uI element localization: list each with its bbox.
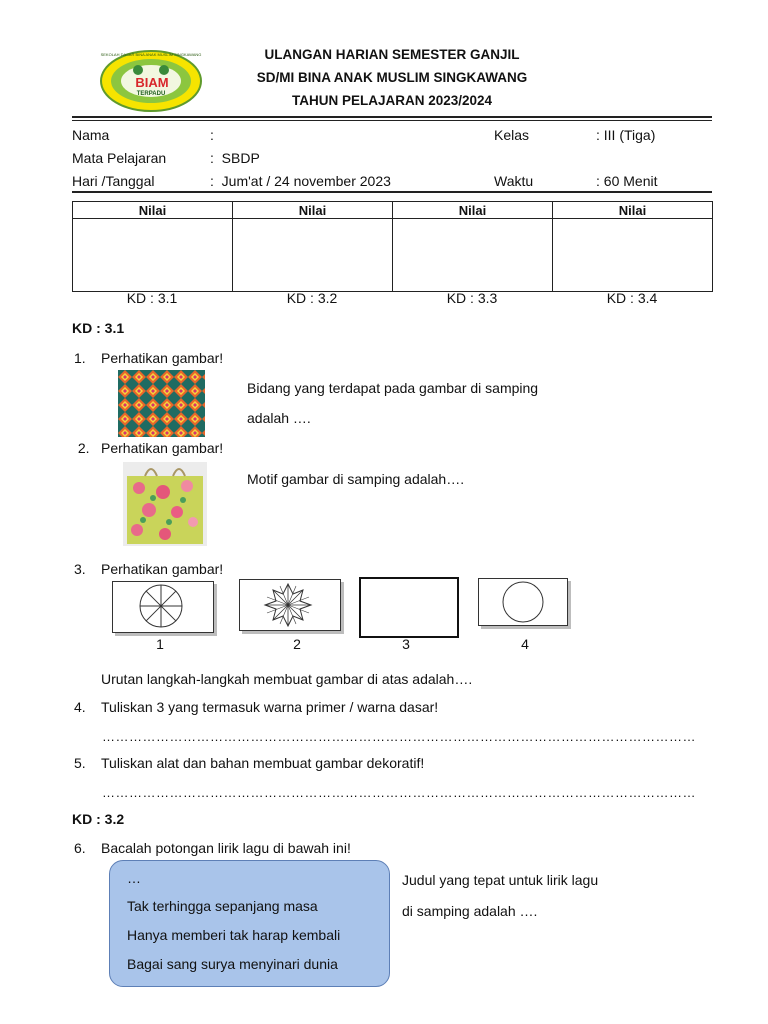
- grade-table: [72, 201, 713, 292]
- nama-value: :: [210, 127, 214, 143]
- header-divider-thick: [72, 116, 712, 118]
- logo-main-text: BIAM: [135, 75, 169, 90]
- kelas-value: : III (Tiga): [596, 127, 656, 143]
- hari-label: Hari /Tanggal: [72, 173, 155, 189]
- question-number: 6.: [74, 840, 86, 856]
- question-number: 5.: [74, 755, 86, 771]
- header-title-2: SD/MI BINA ANAK MUSLIM SINGKAWANG: [256, 70, 528, 85]
- identity-divider: [72, 191, 712, 193]
- mapel-label: Mata Pelajaran: [72, 150, 167, 166]
- waktu-value: : 60 Menit: [596, 173, 658, 189]
- logo-ring-text: SEKOLAH DASAR BINA ANAK MUSLIM SINGKAWANG: [100, 52, 202, 57]
- songket-pattern-image: [118, 370, 205, 437]
- lyrics-line: Hanya memberi tak harap kembali: [127, 927, 341, 943]
- question-text: Perhatikan gambar!: [101, 350, 224, 366]
- grade-score-cell[interactable]: [233, 219, 393, 292]
- mapel-value: : SBDP: [210, 150, 260, 166]
- question-number: 1.: [74, 350, 86, 366]
- q3-followup-text: Urutan langkah-langkah membuat gambar di atas adalah….: [101, 671, 473, 687]
- figure-number: 2: [293, 636, 301, 652]
- grade-table-header-row: [73, 202, 713, 219]
- kd-label: KD : 3.1: [126, 290, 178, 306]
- question-number: 2.: [74, 440, 90, 456]
- lyrics-line: Bagai sang surya menyinari dunia: [127, 956, 338, 972]
- hari-value: : Jum'at / 24 november 2023: [210, 173, 391, 189]
- lyrics-box: [109, 860, 390, 987]
- question-number: 3.: [74, 561, 86, 577]
- grade-header-cell: Nilai: [233, 202, 393, 219]
- question-number: 4.: [74, 699, 86, 715]
- figure-number: 1: [156, 636, 164, 652]
- section-title: KD : 3.1: [72, 320, 125, 336]
- question-text: Perhatikan gambar!: [101, 440, 224, 456]
- step-figure-3: [359, 577, 459, 638]
- kelas-label: Kelas: [494, 127, 530, 143]
- q6-side-text-2: di samping adalah ….: [402, 903, 538, 919]
- lyrics-line: …: [127, 870, 141, 886]
- grade-header-cell: Nilai: [553, 202, 713, 219]
- question-text: Perhatikan gambar!: [101, 561, 224, 577]
- q6-side-text-1: Judul yang tepat untuk lirik lagu: [402, 872, 599, 888]
- grade-score-cell[interactable]: [73, 219, 233, 292]
- lyrics-line: Tak terhingga sepanjang masa: [127, 898, 318, 914]
- waktu-label: Waktu: [494, 173, 534, 189]
- kd-label: KD : 3.2: [286, 290, 338, 306]
- floral-bag-image: [123, 462, 207, 546]
- grade-score-cell[interactable]: [393, 219, 553, 292]
- answer-line[interactable]: ……………………………………………………………………………………………………………………: [102, 729, 696, 744]
- question-text: Bacalah potongan lirik lagu di bawah ini!: [101, 840, 351, 856]
- section-title: KD : 3.2: [72, 811, 125, 827]
- q1-side-text-2: adalah ….: [247, 410, 311, 426]
- step-figure-4: [478, 578, 568, 626]
- question-text: Tuliskan alat dan bahan membuat gambar dekoratif!: [101, 755, 425, 771]
- figure-number: 3: [402, 636, 410, 652]
- grade-header-cell: Nilai: [73, 202, 233, 219]
- figure-number: 4: [521, 636, 529, 652]
- step-figure-2: [239, 579, 341, 631]
- q2-side-text: Motif gambar di samping adalah….: [247, 471, 465, 487]
- header-title-1: ULANGAN HARIAN SEMESTER GANJIL: [264, 47, 520, 62]
- kd-label: KD : 3.3: [446, 290, 498, 306]
- grade-header-cell: Nilai: [393, 202, 553, 219]
- logo-sub-text: TERPADU: [136, 91, 166, 97]
- kd-label: KD : 3.4: [606, 290, 658, 306]
- answer-line[interactable]: ……………………………………………………………………………………………………………………: [102, 785, 696, 800]
- q1-side-text-1: Bidang yang terdapat pada gambar di samping: [247, 380, 539, 396]
- grade-table-score-row: [73, 219, 713, 292]
- step-figure-1: [112, 581, 214, 633]
- nama-label: Nama: [72, 127, 110, 143]
- header-divider-thin: [72, 120, 712, 121]
- question-text: Tuliskan 3 yang termasuk warna primer / warna dasar!: [101, 699, 439, 715]
- grade-score-cell[interactable]: [553, 219, 713, 292]
- header-title-3: TAHUN PELAJARAN 2023/2024: [291, 93, 493, 108]
